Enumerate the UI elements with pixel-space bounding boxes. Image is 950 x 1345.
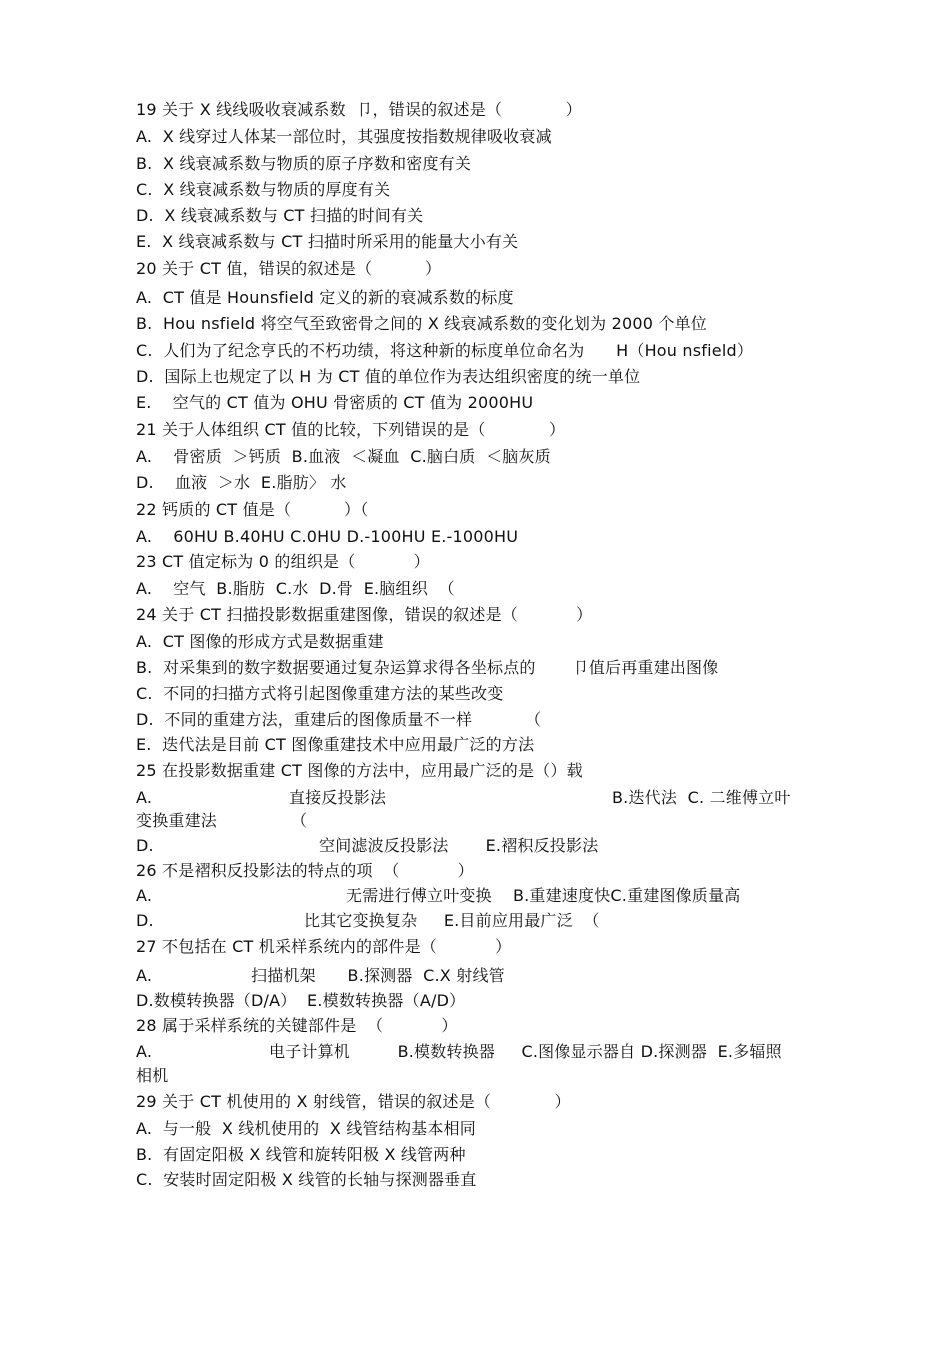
q26-option-d-label: D. (136, 911, 154, 930)
q25-option-a-text: 直接反投影法 (289, 788, 387, 807)
q24-option-a: A. CT 图像的形成方式是数据重建 (136, 632, 384, 651)
q26-stem: 26 不是褶积反投影法的特点的项 （ ） (136, 861, 474, 880)
q20-option-e: E. 空气的 CT 值为 OHU 骨密质的 CT 值为 2000HU (136, 393, 534, 412)
q23-options: A. 空气 B.脂肪 C.水 D.骨 E.脑组织 （ (136, 579, 455, 598)
q20-stem: 20 关于 CT 值，错误的叙述是（ ） (136, 259, 442, 278)
q24-option-e: E. 迭代法是目前 CT 图像重建技术中应用最广泛的方法 (136, 735, 535, 754)
q25-options-de: 空间滤波反投影法 E.褶积反投影法 (319, 836, 599, 855)
q25-options-bc: B.迭代法 C. 二维傅立叶 (612, 788, 791, 807)
q25-option-d-label: D. (136, 836, 154, 855)
q27-stem: 27 不包括在 CT 机采样系统内的部件是（ ） (136, 937, 512, 956)
q21-options-abc: A. 骨密质 ＞钙质 B.血液 ＜凝血 C.脑白质 ＜脑灰质 (136, 447, 551, 466)
q19-option-d: D. X 线衰减系数与 CT 扫描的时间有关 (136, 206, 424, 225)
q27-options-de: D.数模转换器（D/A） E.模数转换器（A/D） (136, 991, 466, 1010)
q25-option-a-label: A. (136, 788, 153, 807)
q21-stem: 21 关于人体组织 CT 值的比较，下列错误的是（ ） (136, 420, 566, 439)
q19-stem: 19 关于 X 线线吸收衰减系数 卩，错误的叙述是（ ） (136, 100, 582, 119)
q20-option-c: C. 人们为了纪念亨氏的不朽功绩，将这种新的标度单位命名为 H（Hou nsfield） (136, 341, 754, 360)
q29-option-c: C. 安装时固定阳极 X 线管的长轴与探测器垂直 (136, 1170, 477, 1189)
q21-options-de: D. 血液 ＞水 E.脂肪〉 水 (136, 473, 347, 492)
q20-option-b: B. Hou nsfield 将空气至致密骨之间的 X 线衰减系数的变化划为 2000 个单位 (136, 314, 707, 333)
q29-option-b: B. 有固定阳极 X 线管和旋转阳极 X 线管两种 (136, 1145, 466, 1164)
q29-stem: 29 关于 CT 机使用的 X 射线管，错误的叙述是（ ） (136, 1092, 571, 1111)
q23-stem: 23 CT 值定标为 0 的组织是（ ） (136, 552, 430, 571)
q27-option-a-label: A. (136, 966, 153, 985)
q28-stem: 28 属于采样系统的关键部件是 （ ） (136, 1016, 458, 1035)
q26-options-de: 比其它变换复杂 E.目前应用最广泛 （ (304, 911, 600, 930)
q26-option-a-label: A. (136, 886, 153, 905)
q29-option-a: A. 与一般 X 线机使用的 X 线管结构基本相同 (136, 1119, 476, 1138)
q19-option-e: E. X 线衰减系数与 CT 扫描时所采用的能量大小有关 (136, 232, 519, 251)
q28-options-abcde: 电子计算机 B.模数转换器 C.图像显示器自 D.探测器 E.多辐照 (269, 1042, 782, 1061)
q20-option-d: D. 国际上也规定了以 H 为 CT 值的单位作为表达组织密度的统一单位 (136, 367, 641, 386)
q19-option-a: A. X 线穿过人体某一部位时，其强度按指数规律吸收衰减 (136, 127, 552, 146)
q27-options-abc: 扫描机架 B.探测器 C.X 射线管 (251, 966, 505, 985)
q22-options: A. 60HU B.40HU C.0HU D.-100HU E.-1000HU (136, 527, 519, 546)
q19-option-b: B. X 线衰减系数与物质的原子序数和密度有关 (136, 154, 472, 173)
q25-option-c-wrap: 变换重建法 （ (136, 811, 308, 830)
q22-stem: 22 钙质的 CT 值是（ ）（ (136, 500, 369, 519)
q24-option-d: D. 不同的重建方法，重建后的图像质量不一样 （ (136, 710, 542, 729)
q26-options-abc: 无需进行傅立叶变换 B.重建速度快C.重建图像质量高 (346, 886, 741, 905)
q28-option-a-label: A. (136, 1042, 153, 1061)
q24-option-b: B. 对采集到的数字数据要通过复杂运算求得各坐标点的 卩值后再重建出图像 (136, 658, 719, 677)
q28-option-e-wrap: 相机 (136, 1066, 169, 1085)
q19-option-c: C. X 线衰减系数与物质的厚度有关 (136, 180, 391, 199)
q24-option-c: C. 不同的扫描方式将引起图像重建方法的某些改变 (136, 684, 504, 703)
q20-option-a: A. CT 值是 Hounsfield 定义的新的衰减系数的标度 (136, 288, 514, 307)
q25-stem: 25 在投影数据重建 CT 图像的方法中，应用最广泛的是（）载 (136, 761, 583, 780)
q24-stem: 24 关于 CT 扫描投影数据重建图像，错误的叙述是（ ） (136, 605, 593, 624)
